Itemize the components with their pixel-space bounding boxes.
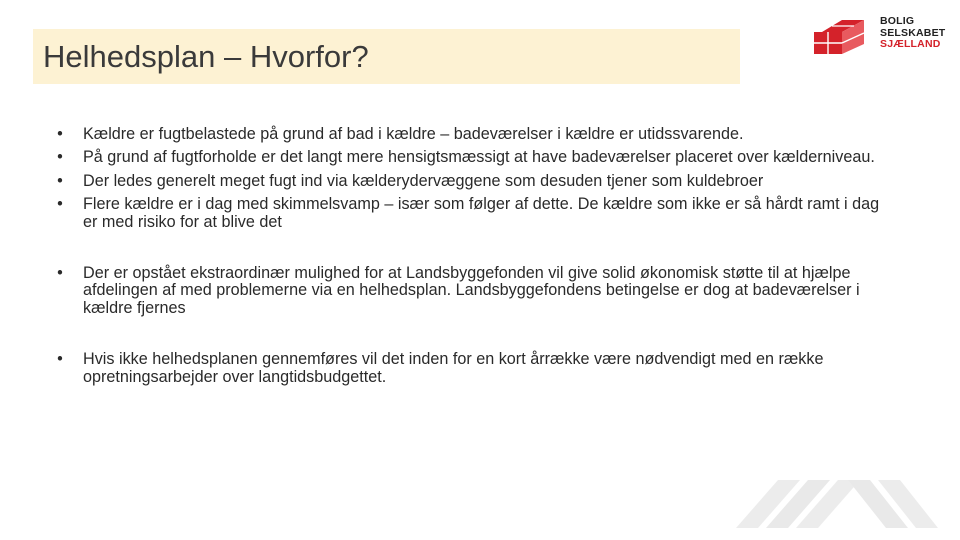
decorative-chevron-graphic — [736, 480, 942, 528]
bullet-dot-icon: • — [57, 350, 63, 369]
bullet-dot-icon: • — [57, 125, 63, 143]
bullet-text: Der er opstået ekstraordinær mulighed for at Landsbyggefonden vil give solid økonomisk støtte til at hjælpe afdelingen af med problemerne via en helhedsplan. Landsbyggefondens betingelse er dog at badeværelser i kældre fjernes — [83, 264, 860, 317]
logo-line-3: SJÆLLAND — [880, 38, 941, 50]
bullet-item — [50, 149, 890, 166]
bullet-item — [50, 265, 890, 317]
bullet-text: Der ledes generelt meget fugt ind via kælderydervæggene som desuden tjener som kuldebroer — [83, 171, 764, 190]
bullet-list — [50, 126, 890, 386]
bullet-dot-icon: • — [57, 264, 63, 283]
bullet-item — [50, 173, 890, 190]
bullet-dot-icon: • — [57, 195, 63, 214]
bullet-text: Flere kældre er i dag med skimmelsvamp – især som følger af dette. De kældre som ikke er så hårdt ramt i dag er med risiko for at blive det — [83, 195, 880, 231]
bullet-dot-icon: • — [57, 148, 63, 167]
company-logo — [812, 14, 952, 58]
bullet-item — [50, 351, 890, 386]
logo-house-icon — [812, 16, 874, 58]
title-box — [33, 29, 740, 84]
logo-line-2: SELSKABET — [880, 26, 946, 39]
bullet-item — [50, 126, 890, 143]
logo-wordmark — [880, 16, 945, 51]
bullet-dot-icon: • — [57, 171, 63, 190]
bullet-text: På grund af fugtforholde er det langt mere hensigtsmæssigt at have badeværelser placeret over kælderniveau. — [83, 148, 875, 167]
slide-title: Helhedsplan – Hvorfor? — [43, 39, 369, 74]
bullet-item — [50, 196, 890, 231]
logo-line-1: BOLIG — [880, 15, 915, 27]
bullet-text: Hvis ikke helhedsplanen gennemføres vil det inden for en kort årrække være nødvendigt med en række opretningsarbejder over langtidsbudgettet. — [83, 350, 824, 386]
bullet-text: Kældre er fugtbelastede på grund af bad i kældre – badeværelser i kældre er utidssvarende. — [83, 125, 744, 143]
